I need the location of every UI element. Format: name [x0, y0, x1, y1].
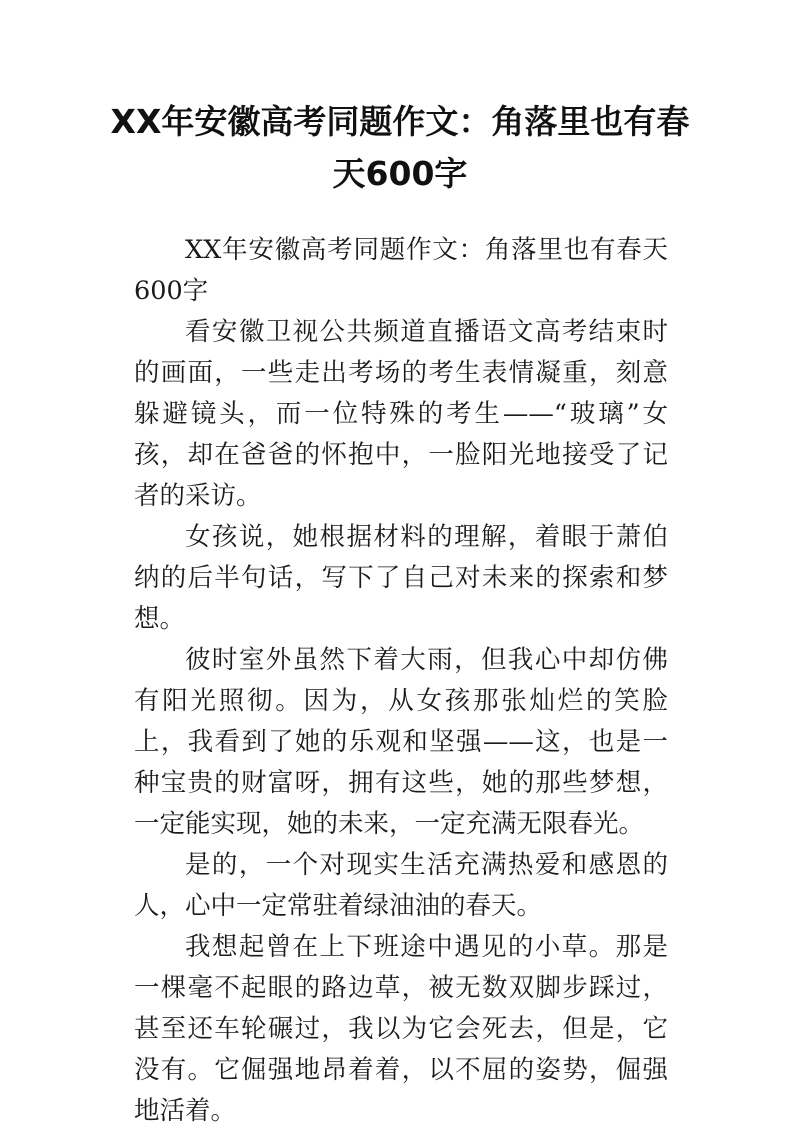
paragraph: 看安徽卫视公共频道直播语文高考结束时的画面，一些走出考场的考生表情凝重，刻意躲避镜头，而一位特殊的考生——“玻璃”女孩，却在爸爸的怀抱中，一脸阳光地接受了记者的采访。 — [134, 317, 668, 511]
paragraph: 是的，一个对现实生活充满热爱和感恩的人，心中一定常驻着绿油油的春天。 — [134, 850, 668, 921]
document-title: XX年安徽高考同题作文：角落里也有春天600字 — [110, 102, 690, 193]
paragraph: 我想起曾在上下班途中遇见的小草。那是一棵毫不起眼的路边草，被无数双脚步踩过，甚至还车轮碾过，我以为它会死去，但是，它没有。它倔强地昂着着，以不屈的姿势，倔强地活着。 — [134, 932, 668, 1126]
paragraph: XX年安徽高考同题作文：角落里也有春天600字 — [134, 235, 668, 306]
paragraph: 女孩说，她根据材料的理解，着眼于萧伯纳的后半句话，写下了自己对未来的探索和梦想。 — [134, 522, 668, 634]
paragraph: 彼时室外虽然下着大雨，但我心中却仿佛有阳光照彻。因为，从女孩那张灿烂的笑脸上，我看到了她的乐观和坚强——这，也是一种宝贵的财富呀，拥有这些，她的那些梦想，一定能实现，她的未来，一定充满无限春光。 — [134, 645, 668, 839]
document-body — [134, 230, 668, 1132]
